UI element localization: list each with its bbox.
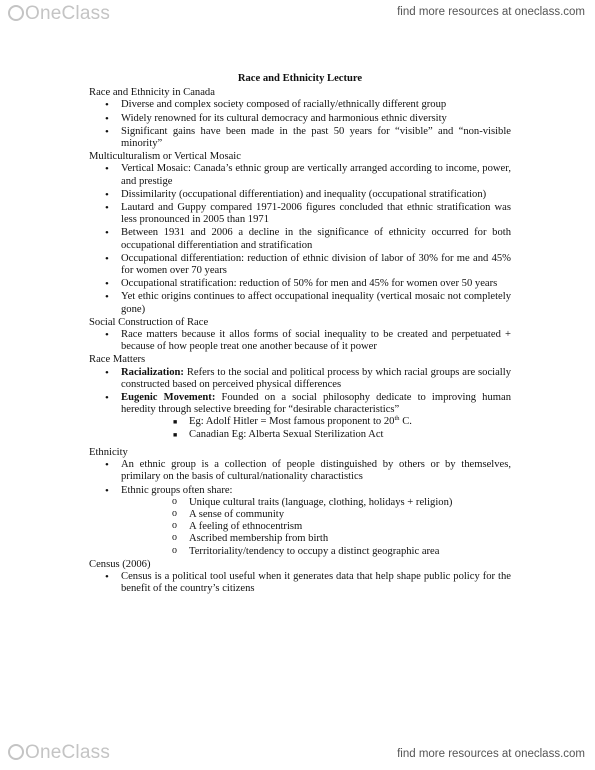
document-body bbox=[89, 73, 511, 596]
list-item: • Between 1931 and 2006 a decline in the significance of ethnicity occurred for both occupational differentiation and stratification bbox=[89, 227, 511, 251]
list-item: • Diverse and complex society composed of racially/ethnically different group bbox=[89, 99, 511, 111]
section-heading: Race and Ethnicity in Canada bbox=[89, 87, 215, 99]
list-item: • Occupational differentiation: reduction of ethnic division of labor of 30% for me and 45% for women over 70 years bbox=[89, 253, 511, 277]
sub-list-item: o Territoriality/tendency to occupy a distinct geographic area bbox=[121, 546, 511, 558]
sub-list-item: o A sense of community bbox=[121, 509, 511, 521]
sub-item-text: C. bbox=[399, 416, 412, 428]
section-heading: Census (2006) bbox=[89, 558, 151, 570]
page-footer bbox=[0, 738, 595, 768]
list-item: • An ethnic group is a collection of people distinguished by others or by themselves, primilary on the basis of cultural/nationality charactistics bbox=[89, 459, 511, 483]
list-item: • Yet ethic origins continues to affect occupational inequality (vertical mosaic not completely gone) bbox=[89, 291, 511, 315]
sub-list-item bbox=[121, 416, 511, 428]
section-ethnicity bbox=[89, 447, 511, 558]
section-multiculturalism bbox=[89, 151, 511, 316]
header-link[interactable]: find more resources at oneclass.com bbox=[397, 6, 585, 18]
list-item: • Significant gains have been made in the past 50 years for “visible” and “non-visible minority” bbox=[89, 126, 511, 150]
section-race-matters bbox=[89, 354, 511, 440]
section-heading: Social Construction of Race bbox=[89, 316, 209, 328]
list-item: • Lautard and Guppy compared 1971-2006 figures concluded that ethnic stratification was less pronounced in 2005 than 1971 bbox=[89, 202, 511, 226]
oneclass-logo[interactable] bbox=[8, 3, 110, 25]
superscript: th bbox=[394, 415, 400, 423]
list-item-eugenic bbox=[89, 392, 511, 441]
sub-list-item: o Ascribed membership from birth bbox=[121, 533, 511, 545]
definition-eugenic: Founded on a social philosophy dedicate to improving human heredity through selective breeding for “desirable characteristics” bbox=[121, 392, 511, 416]
section-race-ethnicity-canada bbox=[89, 87, 511, 150]
list-item-ethnic-share bbox=[89, 485, 511, 558]
section-social-construction bbox=[89, 317, 511, 354]
definition-racialization: Refers to the social and political process by which racial groups are socially constructed based on perceived physical differences bbox=[121, 366, 511, 390]
section-heading: Ethnicity bbox=[89, 446, 128, 458]
sub-list-item: o Unique cultural traits (language, clothing, holidays + religion) bbox=[121, 497, 511, 509]
document-title: Race and Ethnicity Lecture bbox=[237, 73, 363, 84]
list-item: • Dissimilarity (occupational differentiation) and inequality (occupational stratification) bbox=[89, 189, 511, 201]
section-heading: Race Matters bbox=[89, 354, 146, 366]
list-item: • Vertical Mosaic: Canada’s ethnic group are vertically arranged according to income, power, and prestige bbox=[89, 163, 511, 187]
list-item-racialization bbox=[89, 367, 511, 391]
footer-link[interactable]: find more resources at oneclass.com bbox=[397, 748, 585, 760]
sub-list-item: ■ Canadian Eg: Alberta Sexual Sterilization Act bbox=[121, 429, 511, 441]
oneclass-logo[interactable] bbox=[8, 742, 110, 764]
page-header bbox=[0, 0, 595, 30]
logo-ring-icon bbox=[8, 5, 24, 21]
list-item: • Race matters because it allos forms of social inequality to be created and perpetuated + because of how people treat one another because of it power bbox=[89, 329, 511, 353]
logo-text: OneClass bbox=[25, 742, 111, 763]
sub-item-text: Eg: Adolf Hitler = Most famous proponent to 20 bbox=[189, 416, 395, 428]
term-racialization: Racialization: bbox=[121, 366, 184, 378]
section-census bbox=[89, 559, 511, 596]
list-item: • Census is a political tool useful when it generates data that help shape public policy for the benefit of the country’s citizens bbox=[89, 571, 511, 595]
logo-text: OneClass bbox=[25, 3, 111, 24]
list-item: • Occupational stratification: reduction of 50% for men and 45% for women over 50 years bbox=[89, 278, 511, 290]
section-heading: Multiculturalism or Vertical Mosaic bbox=[89, 151, 241, 163]
sub-list-item: o A feeling of ethnocentrism bbox=[121, 521, 511, 533]
term-eugenic: Eugenic Movement: bbox=[121, 392, 216, 404]
list-item-text: Ethnic groups often share: bbox=[121, 484, 233, 496]
list-item: • Widely renowned for its cultural democracy and harmonious ethnic diversity bbox=[89, 113, 511, 125]
logo-ring-icon bbox=[8, 744, 24, 760]
